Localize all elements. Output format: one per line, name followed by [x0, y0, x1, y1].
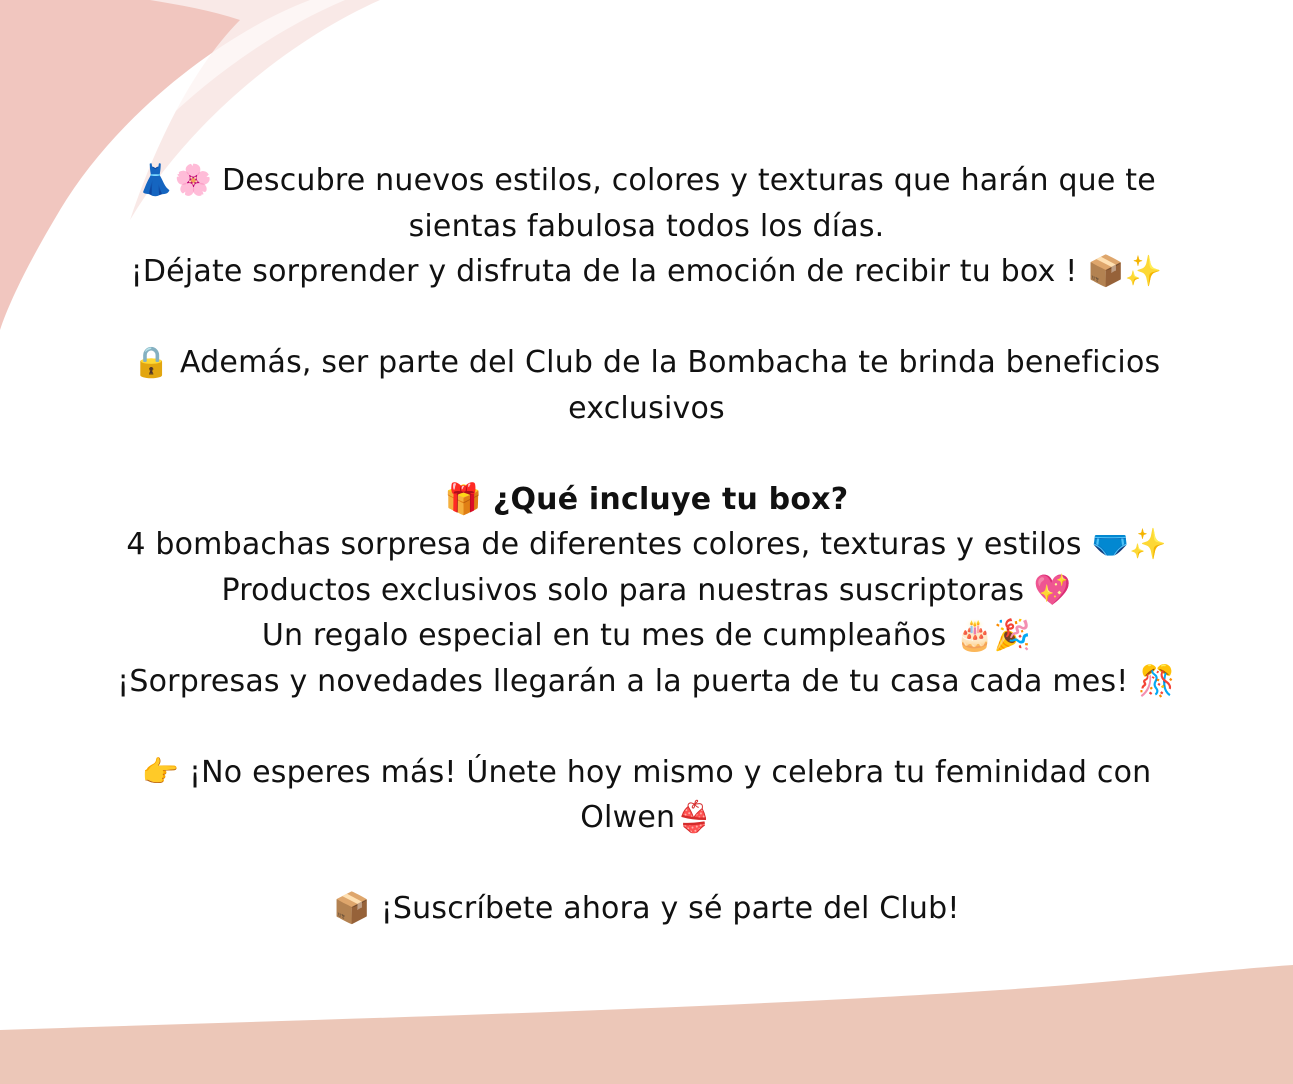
cta-line-2 [40, 795, 1253, 841]
dress-emoji: 👗 [137, 163, 175, 198]
benefits-text-1: Además, ser parte del Club de la Bombacha te brinda beneficios [179, 345, 1161, 380]
pointing-right-emoji: 👉 [141, 754, 180, 790]
promo-text-block [40, 158, 1253, 932]
subscribe-text: ¡Suscríbete ahora y sé parte del Club! [380, 891, 960, 926]
sparkling-heart-emoji: 💖 [1033, 572, 1072, 608]
intro-line-1 [40, 158, 1253, 204]
includes-item-text: ¡Sorpresas y novedades llegarán a la puerta de tu casa cada mes! [117, 663, 1129, 699]
cherry-blossom-emoji: 🌸 [174, 163, 213, 198]
sparkles-emoji: ✨ [1124, 254, 1163, 289]
includes-item [40, 522, 1253, 568]
package-emoji: 📦 [333, 891, 371, 926]
birthday-cake-emoji: 🎂🎉 [956, 618, 1032, 653]
intro-text-2: sientas fabulosa todos los días. [408, 208, 885, 244]
benefits-line-1 [40, 340, 1253, 386]
intro-line-2 [40, 204, 1253, 250]
bikini-emoji: 👙 [675, 800, 713, 835]
intro-text-3: ¡Déjate sorprender y disfruta de la emoción de recibir tu box ! [130, 254, 1078, 289]
includes-item-text: Productos exclusivos solo para nuestras suscriptoras [221, 572, 1025, 608]
confetti-ball-emoji: 🎊 [1138, 663, 1176, 699]
includes-heading: ¿Qué incluye tu box? [492, 481, 849, 517]
benefits-line-2 [40, 386, 1253, 432]
bottom-wave [0, 965, 1293, 1084]
intro-text-1: Descubre nuevos estilos, colores y texturas que harán que te [221, 163, 1156, 198]
package-emoji: 📦 [1087, 254, 1125, 289]
includes-item [40, 613, 1253, 659]
includes-item [40, 568, 1253, 614]
benefits-text-2: exclusivos [568, 390, 725, 426]
includes-item-text: Un regalo especial en tu mes de cumpleaños [261, 618, 947, 653]
includes-item [40, 659, 1253, 705]
cta-text-2: Olwen [580, 800, 676, 835]
gift-emoji: 🎁 [444, 481, 483, 517]
cta-text-1: ¡No esperes más! Únete hoy mismo y celebra tu feminidad con [188, 754, 1152, 790]
subscribe-line [40, 886, 1253, 932]
cta-line-1 [40, 750, 1253, 796]
includes-item-text: 4 bombachas sorpresa de diferentes colores, texturas y estilos [126, 527, 1082, 562]
intro-line-3 [40, 249, 1253, 295]
briefs-emoji: 🩲✨ [1091, 527, 1167, 562]
includes-heading-line [40, 477, 1253, 523]
lock-emoji: 🔒 [132, 345, 171, 380]
